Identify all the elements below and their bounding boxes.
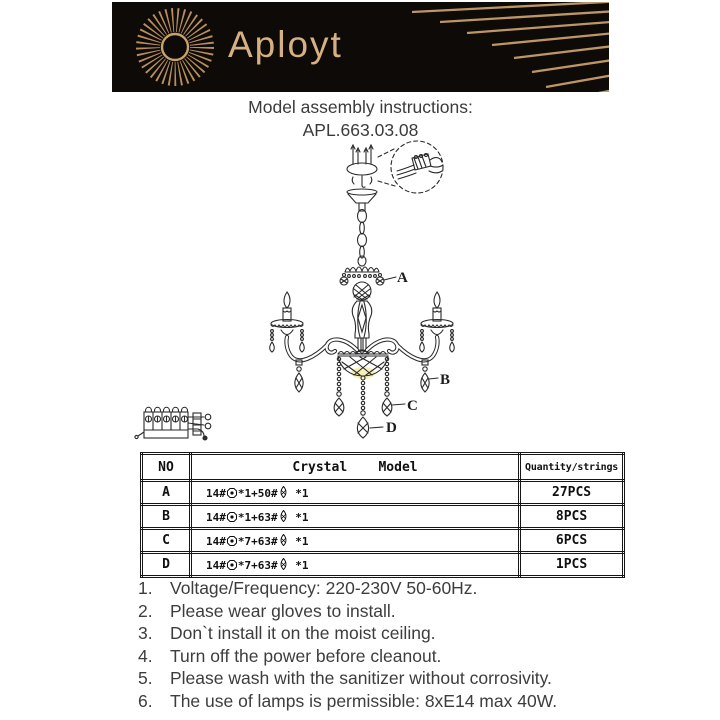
chandelier-diagram	[0, 135, 720, 450]
part-label-a: A	[397, 270, 408, 286]
table-header-row	[142, 454, 624, 481]
instruction-text: Turn off the power before cleanout.	[170, 645, 442, 666]
octagon-crystal-icon	[227, 536, 237, 546]
brand-name: Aployt	[228, 24, 343, 65]
row-no: C	[142, 529, 191, 553]
instruction-number: 5.	[138, 668, 153, 689]
instruction-number: 2.	[138, 600, 153, 621]
table-row	[142, 481, 624, 505]
instruction-text: Don`t install it on the moist ceiling.	[170, 623, 436, 644]
instruction-item	[138, 690, 608, 713]
canopy-icon	[347, 189, 377, 211]
row-no: D	[142, 553, 191, 577]
parts-table	[140, 452, 625, 578]
octagon-crystal-icon	[227, 560, 237, 570]
instruction-text: Voltage/Frequency: 220-230V 50-60Hz.	[170, 578, 478, 598]
gold-rays-icon	[412, 2, 609, 92]
left-elbow-pendant	[295, 360, 303, 392]
instruction-text: Please wash with the sanitizer without corrosivity.	[170, 668, 552, 689]
left-arm	[286, 337, 357, 360]
table-row	[142, 529, 624, 553]
column-header-model: Crystal Model	[191, 454, 520, 481]
wire-connection-detail-icon	[378, 141, 443, 193]
row-qty: 27PCS	[520, 481, 624, 505]
part-label-d: D	[386, 420, 397, 436]
right-elbow-pendant	[421, 360, 429, 392]
banner-art	[112, 2, 609, 92]
instruction-number: 4.	[138, 645, 153, 666]
octagon-crystal-icon	[227, 512, 237, 522]
instruction-item	[138, 645, 608, 668]
instruction-text: Please wear gloves to install.	[170, 600, 396, 621]
instruction-item	[138, 667, 608, 690]
center-bead-string	[357, 381, 368, 438]
row-no: B	[142, 505, 191, 529]
brand-banner	[112, 2, 609, 92]
instruction-text: The use of lamps is permissible: 8xE14 max 40W.	[170, 690, 558, 711]
part-label-b: B	[440, 372, 451, 388]
teardrop-crystal-icon	[279, 558, 288, 570]
row-model: 14# *1+50# *1	[191, 481, 520, 505]
row-qty: 6PCS	[520, 529, 624, 553]
instruction-list	[138, 577, 608, 713]
column-header-no: NO	[142, 454, 191, 481]
row-no: A	[142, 481, 191, 505]
table-row	[142, 553, 624, 577]
instruction-item	[138, 600, 608, 623]
instruction-number: 6.	[138, 690, 153, 711]
teardrop-crystal-icon	[279, 534, 288, 546]
hanging-chain-icon	[358, 210, 367, 267]
faceted-ball-icon	[353, 282, 371, 300]
part-label-c: C	[407, 398, 418, 414]
sunburst-logo-icon	[148, 20, 202, 74]
page-title: Model assembly instructions:	[248, 97, 473, 117]
row-qty: 8PCS	[520, 505, 624, 529]
teardrop-crystal-icon	[279, 486, 288, 498]
ceiling-mount-icon	[347, 145, 377, 187]
center-bowl	[338, 352, 388, 381]
terminal-block-icon	[135, 407, 211, 440]
row-model: 14# *7+63# *1	[191, 553, 520, 577]
instruction-item	[138, 622, 608, 645]
instruction-number: 3.	[138, 623, 153, 644]
right-arm	[367, 337, 438, 360]
row-qty: 1PCS	[520, 553, 624, 577]
row-model: 14# *1+63# *1	[191, 505, 520, 529]
table-row	[142, 505, 624, 529]
octagon-crystal-icon	[227, 488, 237, 498]
instruction-number: 1.	[138, 578, 153, 598]
row-model: 14# *7+63# *1	[191, 529, 520, 553]
model-number: APL.663.03.08	[302, 120, 419, 140]
column-header-qty: Quantity/strings	[520, 454, 624, 481]
teardrop-crystal-icon	[279, 510, 288, 522]
instruction-item	[138, 577, 608, 600]
